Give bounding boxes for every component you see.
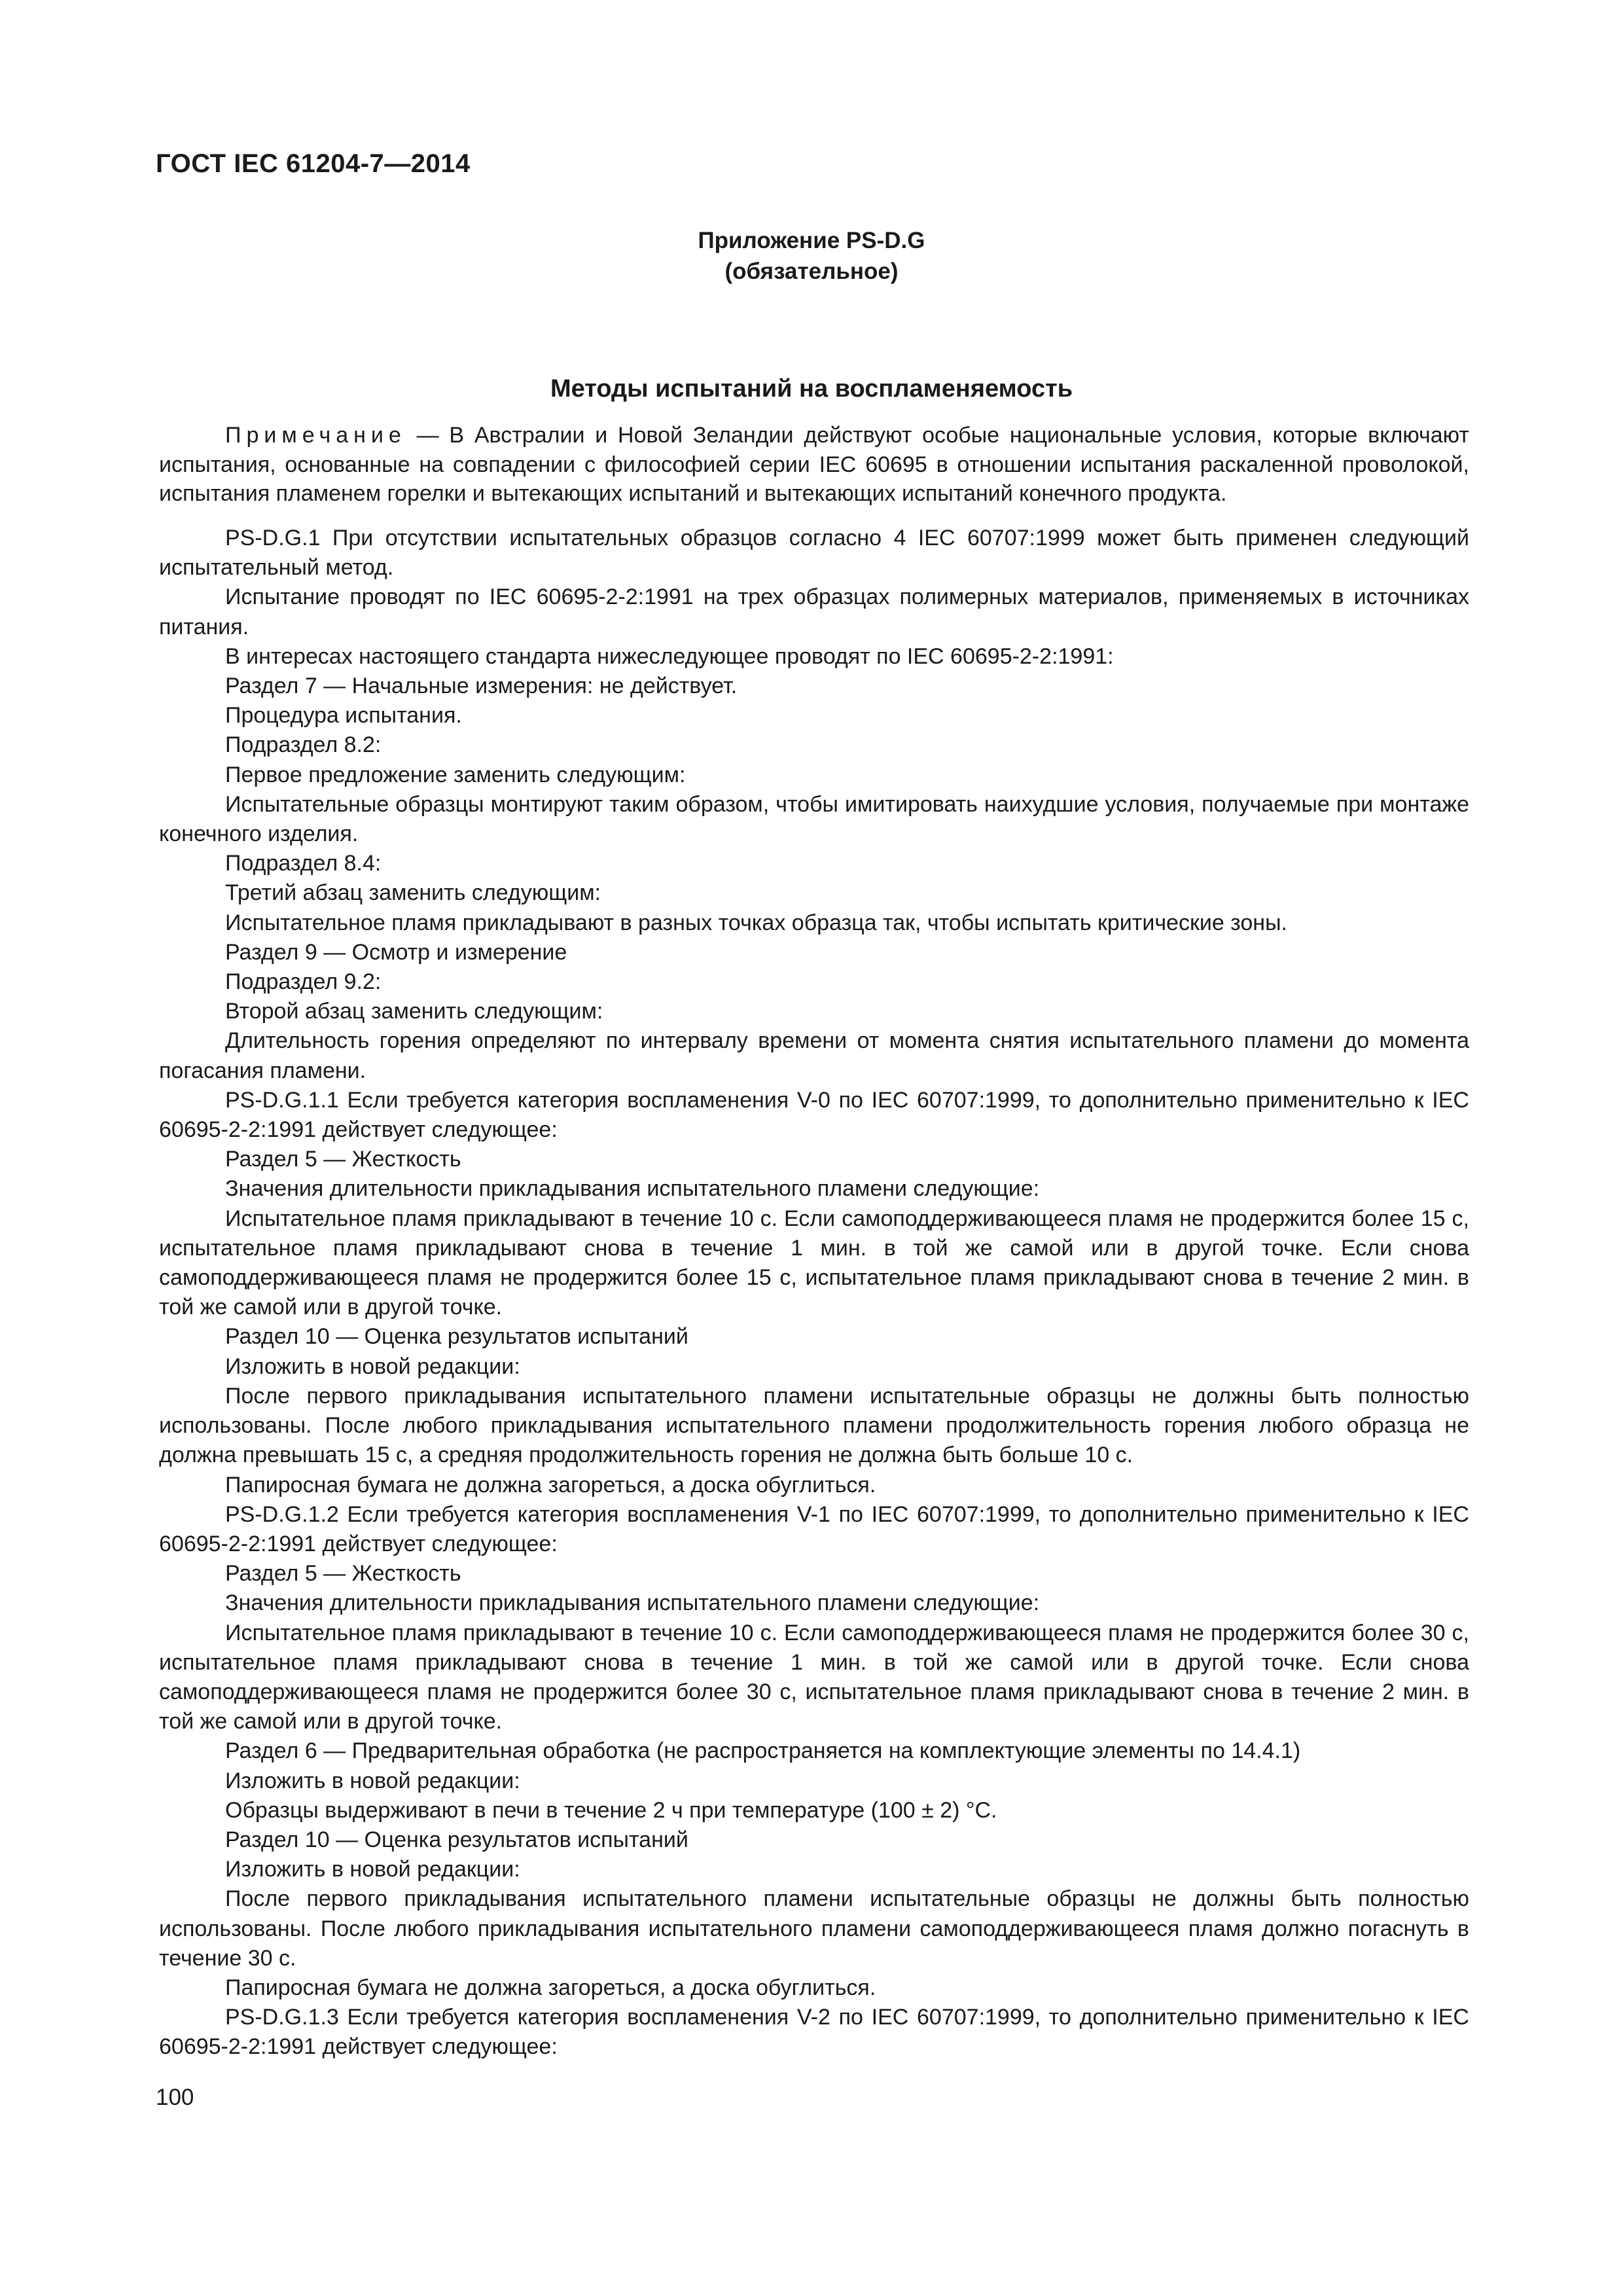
paragraph: Первое предложение заменить следующим: <box>225 762 686 787</box>
paragraph: Испытательное пламя прикладывают в течение 10 с. Если самоподдерживающееся пламя не продержится более 15 с, испытательное пламя прикладывают снова в течение 1 мин. в той же самой или в другой точке. Если снова самоподдерживающееся пламя не продержится более 15 с, испытательное пламя прикладывают снова в течение 2 мин. в той же самой или в другой точке. <box>159 1206 1469 1320</box>
paragraph: Раздел 5 — Жесткость <box>225 1561 461 1587</box>
paragraph: PS-D.G.1.2 Если требуется категория воспламенения V-1 по IEC 60707:1999, то дополнительно применительно к IEC 60695-2-2:1991 действует следующее: <box>159 1501 1469 1556</box>
paragraph: Раздел 10 — Оценка результатов испытаний <box>225 1827 688 1852</box>
paragraph: После первого прикладывания испытательного пламени испытательные образцы не должны быть полностью использованы. После любого прикладывания испытательного пламени самоподдерживающееся пламя должно погаснуть в течение 30 с. <box>159 1886 1469 1971</box>
paragraph: PS-D.G.1 При отсутствии испытательных образцов согласно 4 IEC 60707:1999 может быть применен следующий испытательный метод. <box>159 526 1469 581</box>
paragraph: Испытательные образцы монтируют таким образом, чтобы имитировать наихудшие условия, получаемые при монтаже конечного изделия. <box>159 791 1469 847</box>
paragraph: После первого прикладывания испытательного пламени испытательные образцы не должны быть полностью использованы. После любого прикладывания испытательного пламени продолжительность горения любого образца не должна превышать 15 с, а средняя продолжительность горения не должна быть больше 10 с. <box>159 1383 1469 1468</box>
paragraph: Подраздел 9.2: <box>225 969 382 995</box>
section-title: Методы испытаний на воспламеняемость <box>550 375 1073 403</box>
paragraph: Раздел 6 — Предварительная обработка (не распространяется на комплектующие элементы по 14.4.1) <box>225 1738 1301 1764</box>
paragraph: PS-D.G.1.1 Если требуется категория воспламенения V-0 по IEC 60707:1999, то дополнительно применительно к IEC 60695-2-2:1991 действует следующее: <box>159 1087 1469 1143</box>
note-label: Примечание <box>225 423 406 448</box>
paragraph: Третий абзац заменить следующим: <box>225 880 601 906</box>
note-block <box>159 421 1469 509</box>
annex-heading <box>0 225 1623 287</box>
paragraph: Раздел 7 — Начальные измерения: не действует. <box>225 673 738 699</box>
paragraph: Испытание проводят по IEC 60695-2-2:1991 на трех образцах полимерных материалов, применяемых в источниках питания. <box>159 584 1469 639</box>
paragraph: Процедура испытания. <box>225 703 462 728</box>
paragraph: Изложить в новой редакции: <box>225 1354 520 1379</box>
page-number: 100 <box>156 2085 194 2110</box>
paragraph: PS-D.G.1.3 Если требуется категория воспламенения V-2 по IEC 60707:1999, то дополнительно применительно к IEC 60695-2-2:1991 действует следующее: <box>159 2005 1469 2060</box>
paragraph: В интересах настоящего стандарта нижеследующее проводят по IEC 60695-2-2:1991: <box>225 643 1114 669</box>
paragraph: Подраздел 8.2: <box>225 732 382 758</box>
paragraph: Изложить в новой редакции: <box>225 1768 520 1793</box>
paragraph: Значения длительности прикладывания испытательного пламени следующие: <box>225 1590 1040 1616</box>
annex-title: Приложение PS-D.G <box>698 228 925 253</box>
paragraph: Папиросная бумага не должна загореться, а доска обуглиться. <box>225 1472 876 1498</box>
paragraph: Раздел 9 — Осмотр и измерение <box>225 939 567 965</box>
body-text <box>159 524 1469 2062</box>
paragraph: Испытательное пламя прикладывают в разных точках образца так, чтобы испытать критические зоны. <box>225 910 1287 935</box>
paragraph: Изложить в новой редакции: <box>225 1857 520 1882</box>
paragraph: Подраздел 8.4: <box>225 851 382 876</box>
paragraph: Второй абзац заменить следующим: <box>225 999 603 1024</box>
paragraph: Папиросная бумага не должна загореться, а доска обуглиться. <box>225 1975 876 2000</box>
paragraph: Значения длительности прикладывания испытательного пламени следующие: <box>225 1176 1040 1202</box>
paragraph: Раздел 5 — Жесткость <box>225 1147 461 1172</box>
paragraph: Раздел 10 — Оценка результатов испытаний <box>225 1324 688 1350</box>
note-text: — В Австралии и Новой Зеландии действуют особые национальные условия, которые включают испытания, основанные на совпадении с философией серии IEC 60695 в отношении испытания раскаленной проволокой, испытания пламенем горелки и вытекающих испытаний и вытекающих испытаний конечного продукта. <box>159 423 1469 507</box>
standard-code-header: ГОСТ IEC 61204-7—2014 <box>156 149 471 178</box>
paragraph: Образцы выдерживают в печи в течение 2 ч при температуре (100 ± 2) °С. <box>225 1797 997 1823</box>
paragraph: Испытательное пламя прикладывают в течение 10 с. Если самоподдерживающееся пламя не продержится более 30 с, испытательное пламя прикладывают снова в течение 1 мин. в той же самой или в другой точке. Если снова самоподдерживающееся пламя не продержится более 30 с, испытательное пламя прикладывают снова в течение 2 мин. в той же самой или в другой точке. <box>159 1620 1469 1734</box>
annex-status: (обязательное) <box>724 259 899 284</box>
paragraph: Длительность горения определяют по интервалу времени от момента снятия испытательного пламени до момента погасания пламени. <box>159 1028 1469 1083</box>
